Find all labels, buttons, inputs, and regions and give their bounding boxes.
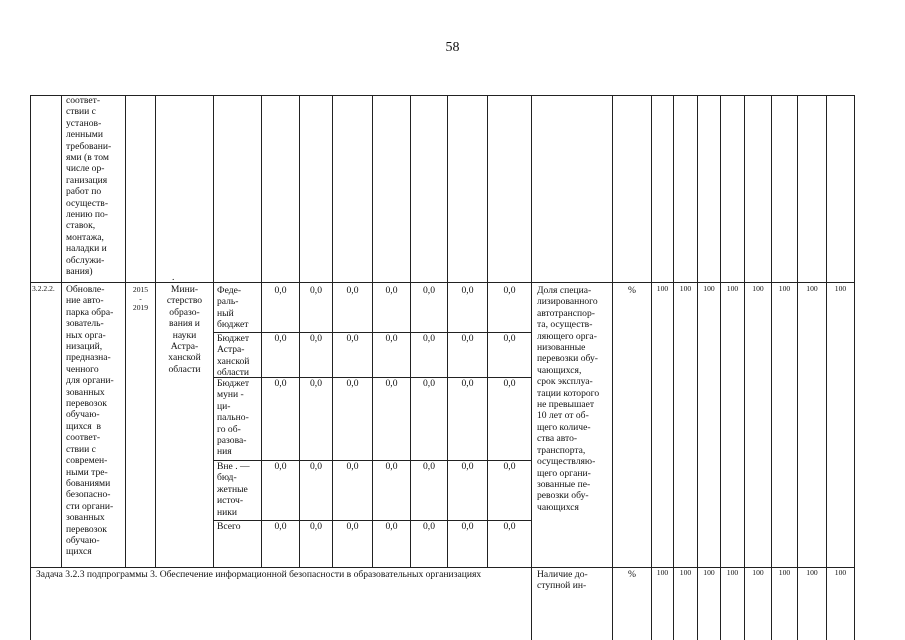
indicator-cell: Доля специа- лизированного автотранспор- та, осуществ- ляющего орга- низованные перевозки обу- чающихся, срок эксплуа- тации которого не превышает 10 лет от об- щего количе- ства авто- транспорта, осуществляю- щего органи- зованные пе- ревозки обу- чающихся — [537, 285, 600, 513]
value-cell: 0,0 — [274, 521, 287, 532]
task-indicator-cell: Наличие до- ступной ин- — [537, 569, 588, 592]
source-label-municipal: Бюджет муни - ци- пально- го об- разова- ния — [217, 378, 250, 458]
task-target-cell: 100 — [703, 568, 715, 577]
value-cell: 0,0 — [423, 461, 435, 472]
value-cell: 0,0 — [461, 461, 474, 472]
value-cell: 0,0 — [423, 285, 435, 296]
target-cell: 100 — [778, 284, 791, 293]
executor-cell: Мини- стерство образо- вания и науки Астра- ханской области — [166, 284, 203, 375]
name-continuation-cell: соответ- ствии с установ- ленными требовани- ями (в том числе ор- ганизация работ по осуществ- лению по- ставок, монтажа, наладки и обслужи- вания) — [66, 95, 112, 278]
unit-cell: % — [628, 285, 636, 296]
value-cell: 0,0 — [310, 333, 322, 344]
value-cell: 0,0 — [346, 521, 359, 532]
value-cell: 0,0 — [503, 333, 516, 344]
value-cell: 0,0 — [346, 333, 359, 344]
target-cell: 100 — [834, 284, 847, 293]
value-cell: 0,0 — [274, 461, 287, 472]
task-target-cell: 100 — [778, 568, 791, 577]
task-target-cell: 100 — [752, 568, 764, 577]
source-label-total: Всего — [217, 521, 241, 532]
task-target-cell: 100 — [806, 568, 818, 577]
target-cell: 100 — [726, 284, 739, 293]
value-cell: 0,0 — [423, 333, 435, 344]
value-cell: 0,0 — [503, 461, 516, 472]
value-cell: 0,0 — [423, 521, 435, 532]
item-code-cell: 3.2.2.2. — [32, 284, 55, 293]
value-cell: 0,0 — [310, 285, 322, 296]
value-cell: 0,0 — [503, 378, 516, 389]
value-cell: 0,0 — [385, 333, 398, 344]
value-cell: 0,0 — [274, 285, 287, 296]
source-label-extrabudget: Вне . — бюд- жетные источ- ники — [217, 461, 250, 518]
value-cell: 0,0 — [346, 378, 359, 389]
years-cell: 2015 - 2019 — [132, 285, 149, 312]
value-cell: 0,0 — [461, 378, 474, 389]
value-cell: 0,0 — [346, 285, 359, 296]
value-cell: 0,0 — [274, 378, 287, 389]
item-name-cell: Обновле- ние авто- парка обра- зователь- ных орга- низаций, предназна- ченного для органи- зованных перевозок обучаю- щихся в соответ- ствии с современ- ными тре- бованиями безопасно- сти органи- зованных перевозок обучаю- щихся — [66, 284, 114, 558]
page-number: 58 — [445, 40, 460, 55]
value-cell: 0,0 — [503, 521, 516, 532]
task-target-cell: 100 — [726, 568, 739, 577]
stray-dot: . — [172, 272, 175, 283]
value-cell: 0,0 — [503, 285, 516, 296]
source-label-regional: Бюджет Астра- ханской области — [217, 333, 250, 379]
target-cell: 100 — [656, 284, 669, 293]
task-target-cell: 100 — [679, 568, 692, 577]
value-cell: 0,0 — [274, 333, 287, 344]
value-cell: 0,0 — [385, 461, 398, 472]
value-cell: 0,0 — [461, 285, 474, 296]
target-cell: 100 — [752, 284, 764, 293]
target-cell: 100 — [679, 284, 692, 293]
task-title: Задача 3.2.3 подпрограммы 3. Обеспечение информационной безопасности в образовательных организациях — [36, 569, 482, 580]
task-target-cell: 100 — [834, 568, 847, 577]
source-label-federal: Феде- раль- ный бюджет — [217, 285, 249, 331]
value-cell: 0,0 — [385, 521, 398, 532]
target-cell: 100 — [703, 284, 715, 293]
value-cell: 0,0 — [310, 461, 322, 472]
value-cell: 0,0 — [385, 285, 398, 296]
value-cell: 0,0 — [310, 521, 322, 532]
task-unit-cell: % — [628, 569, 636, 580]
target-cell: 100 — [806, 284, 818, 293]
value-cell: 0,0 — [385, 378, 398, 389]
value-cell: 0,0 — [461, 521, 474, 532]
value-cell: 0,0 — [461, 333, 474, 344]
value-cell: 0,0 — [423, 378, 435, 389]
task-target-cell: 100 — [656, 568, 669, 577]
value-cell: 0,0 — [346, 461, 359, 472]
value-cell: 0,0 — [310, 378, 322, 389]
